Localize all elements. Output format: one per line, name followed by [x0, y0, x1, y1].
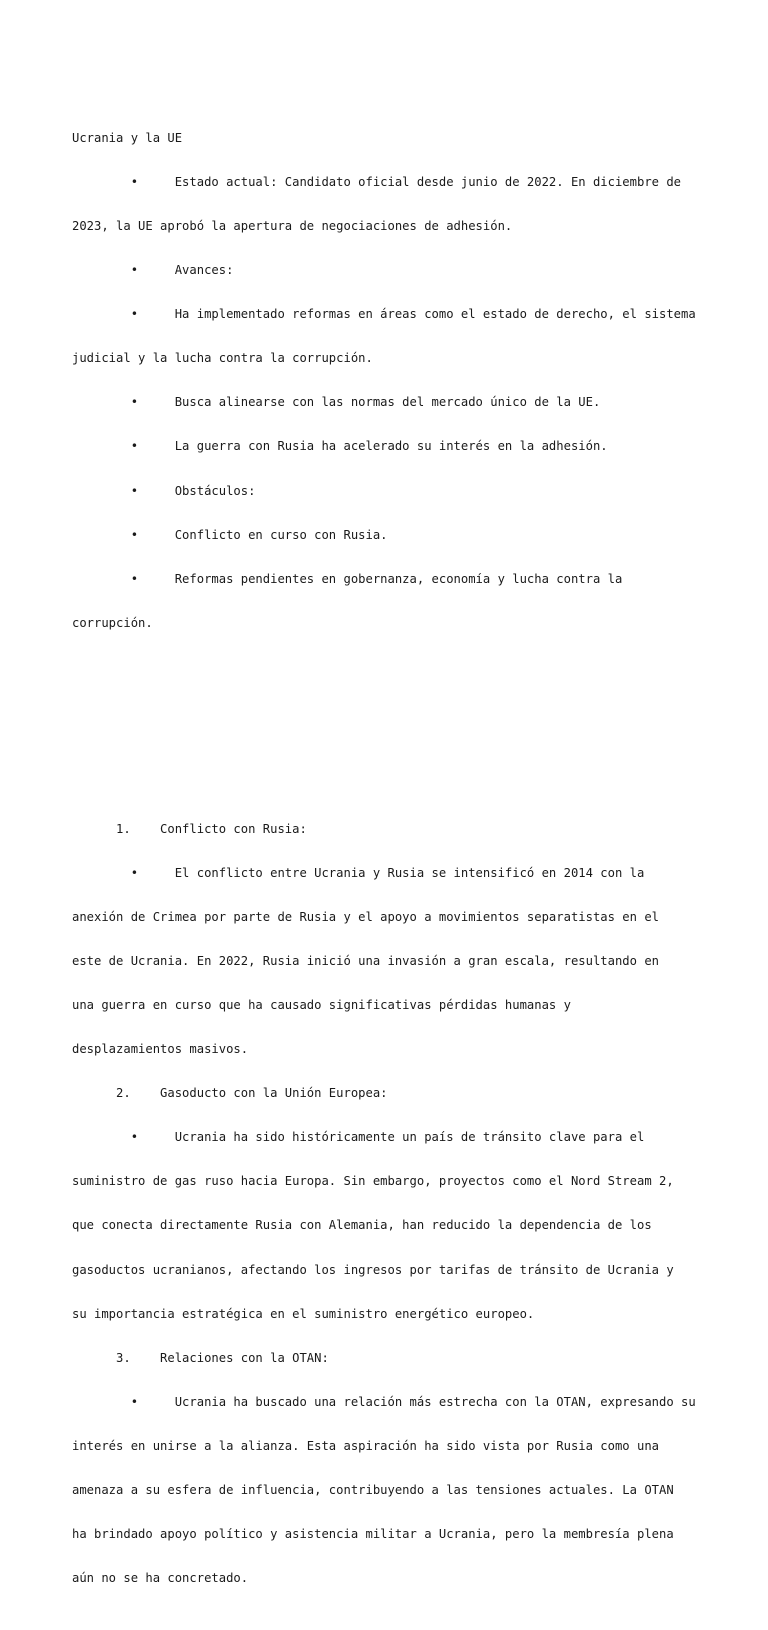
document-page	[72, 72, 702, 1630]
text-line: • Reformas pendientes en gobernanza, economía y lucha contra la	[72, 571, 623, 586]
text-line: interés en unirse a la alianza. Esta aspiración ha sido vista por Rusia como una	[72, 1438, 659, 1453]
text-line: 2023, la UE aprobó la apertura de negociaciones de adhesión.	[72, 219, 513, 233]
text-line: • Ucrania ha buscado una relación más estrecha con la OTAN, expresando su	[72, 1394, 696, 1409]
text-line: • Conflicto en curso con Rusia.	[72, 527, 388, 542]
text-line: • La guerra con Rusia ha acelerado su interés en la adhesión.	[72, 439, 608, 454]
text-line: • Busca alinearse con las normas del mercado único de la UE.	[72, 395, 601, 410]
text-line: corrupción.	[72, 615, 153, 630]
text-line: anexión de Crimea por parte de Rusia y el apoyo a movimientos separatistas en el	[72, 909, 659, 924]
text-line: • El conflicto entre Ucrania y Rusia se intensificó en 2014 con la	[72, 865, 645, 880]
text-line: • Estado actual: Candidato oficial desde junio de 2022. En diciembre de	[72, 174, 682, 189]
text-line: aún no se ha concretado.	[72, 1571, 249, 1586]
text-line: 1. Conflicto con Rusia:	[72, 821, 307, 836]
text-line: una guerra en curso que ha causado significativas pérdidas humanas y	[72, 997, 571, 1012]
text-line: gasoductos ucranianos, afectando los ingresos por tarifas de tránsito de Ucrania y	[72, 1262, 674, 1277]
text-line: que conecta directamente Rusia con Alemania, han reducido la dependencia de los	[72, 1218, 652, 1233]
text-line: desplazamientos masivos.	[72, 1042, 249, 1057]
text-line: este de Ucrania. En 2022, Rusia inició una invasión a gran escala, resultando en	[72, 953, 659, 968]
text-line: 3. Relaciones con la OTAN:	[72, 1350, 329, 1365]
text-line: suministro de gas ruso hacia Europa. Sin embargo, proyectos como el Nord Stream 2,	[72, 1174, 674, 1189]
section-title: Ucrania y la UE	[72, 130, 183, 145]
text-line: 2. Gasoducto con la Unión Europea:	[72, 1086, 388, 1101]
text-line: amenaza a su esfera de influencia, contribuyendo a las tensiones actuales. La OTAN	[72, 1482, 674, 1497]
text-line: • Ha implementado reformas en áreas como el estado de derecho, el sistema	[72, 307, 696, 322]
text-line: su importancia estratégica en el suministro energético europeo.	[72, 1306, 535, 1321]
paragraph-gap	[72, 704, 702, 748]
text-line: • Avances:	[72, 263, 234, 278]
section-ukraine-eu	[72, 101, 702, 660]
text-line: ha brindado apoyo político y asistencia militar a Ucrania, pero la membresía plena	[72, 1527, 674, 1542]
section-numbered-topics	[72, 792, 702, 1615]
text-line: • Ucrania ha sido históricamente un país de tránsito clave para el	[72, 1130, 645, 1145]
text-line: judicial y la lucha contra la corrupción.	[72, 351, 373, 366]
text-line: • Obstáculos:	[72, 483, 256, 498]
